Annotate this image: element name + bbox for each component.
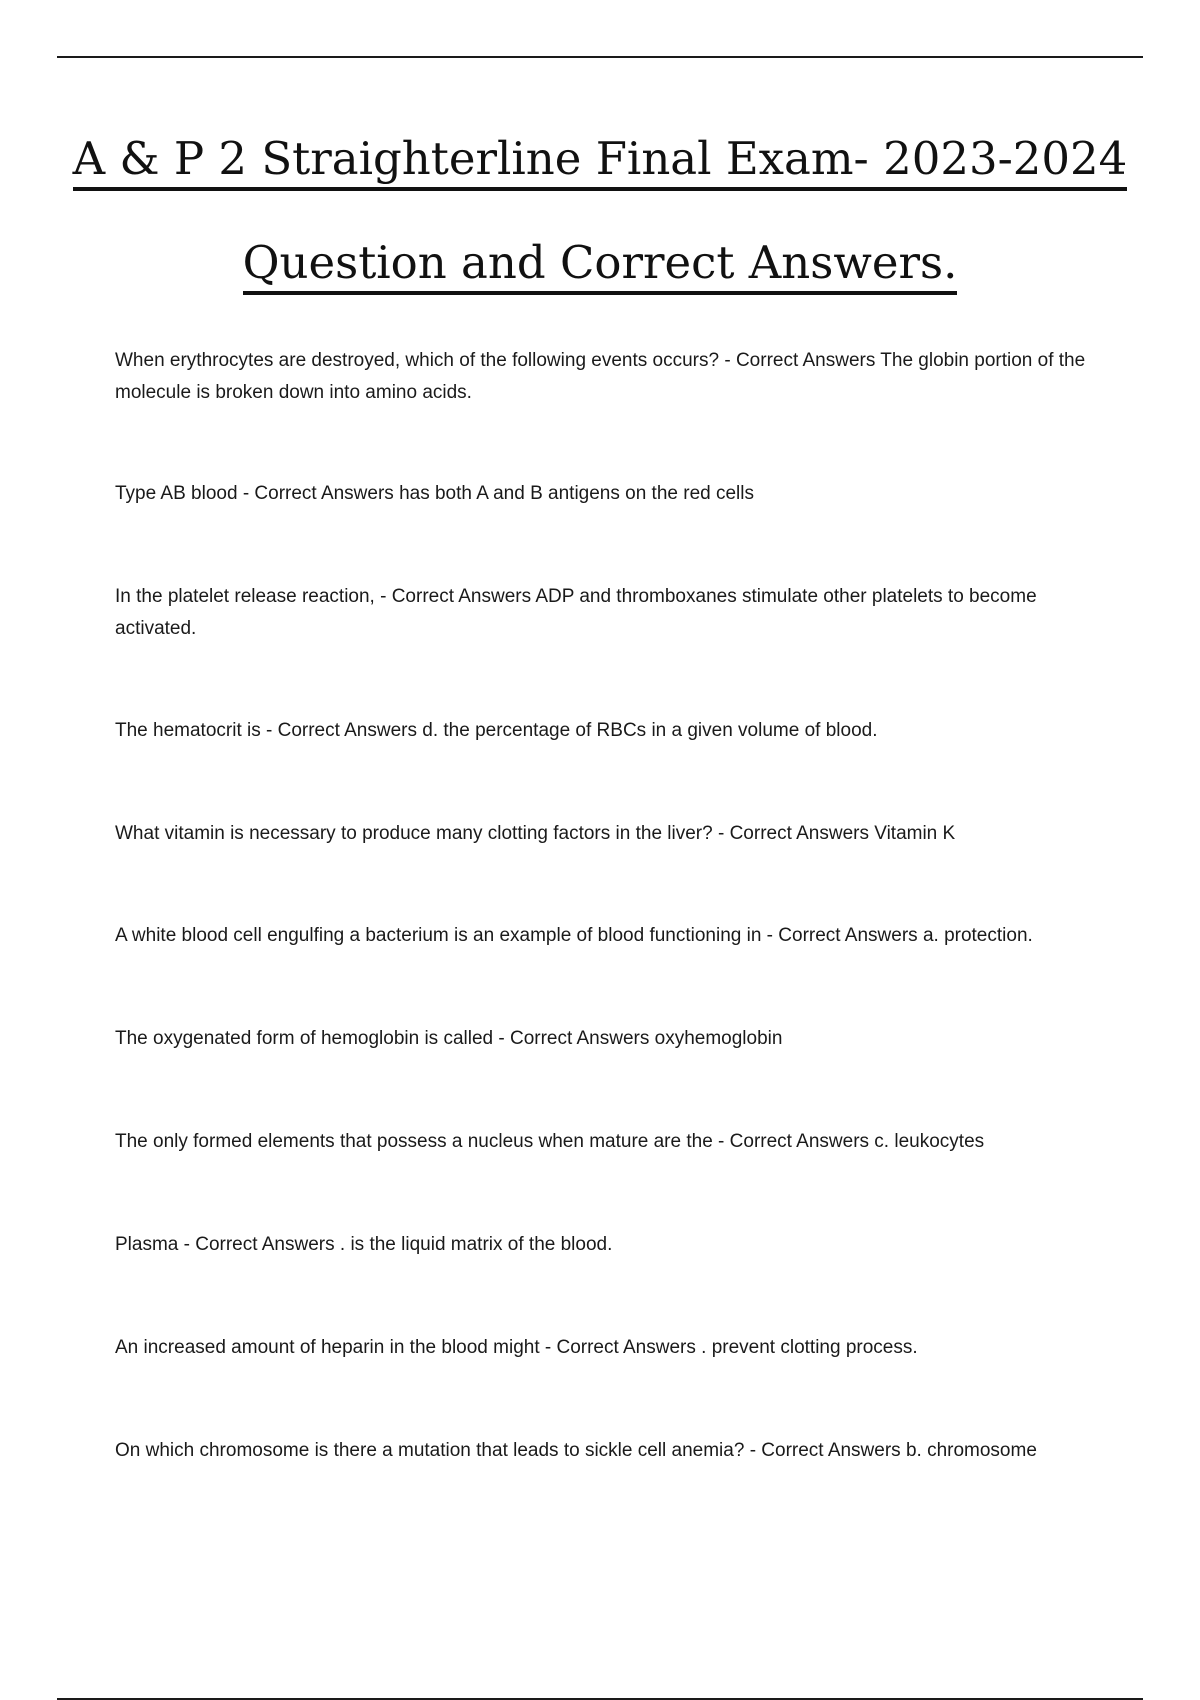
qa-item-3: In the platelet release reaction, - Correct Answers ADP and thromboxanes stimulate other platelets to become activated.	[115, 586, 1037, 639]
qa-item-11: On which chromosome is there a mutation that leads to sickle cell anemia? - Correct Answers b. chromosome	[115, 1440, 1037, 1461]
qa-item-6: A white blood cell engulfing a bacterium is an example of blood functioning in - Correct Answers a. protection.	[115, 925, 1033, 946]
top-divider	[57, 56, 1143, 58]
page-title-line-1-text: A & P 2 Straighterline Final Exam- 2023-2024	[73, 136, 1128, 191]
qa-item-10: An increased amount of heparin in the blood might - Correct Answers . prevent clotting process.	[115, 1337, 918, 1358]
qa-item-8: The only formed elements that possess a nucleus when mature are the - Correct Answers c. leukocytes	[115, 1131, 985, 1152]
qa-item-1: When erythrocytes are destroyed, which of the following events occurs? - Correct Answers The globin portion of the molecule is broken down into amino acids.	[115, 350, 1086, 403]
qa-item-2: Type AB blood - Correct Answers has both A and B antigens on the red cells	[115, 483, 754, 504]
page-title-line-2-text: Question and Correct Answers.	[243, 240, 958, 295]
qa-item-9: Plasma - Correct Answers . is the liquid matrix of the blood.	[115, 1234, 613, 1255]
qa-item-5: What vitamin is necessary to produce many clotting factors in the liver? - Correct Answers Vitamin K	[115, 823, 956, 844]
qa-item-7: The oxygenated form of hemoglobin is called - Correct Answers oxyhemoglobin	[115, 1028, 783, 1049]
qa-item-4: The hematocrit is - Correct Answers d. the percentage of RBCs in a given volume of blood.	[115, 720, 878, 741]
page-title-line-2	[0, 236, 1200, 295]
page-title-line-1	[0, 132, 1200, 191]
